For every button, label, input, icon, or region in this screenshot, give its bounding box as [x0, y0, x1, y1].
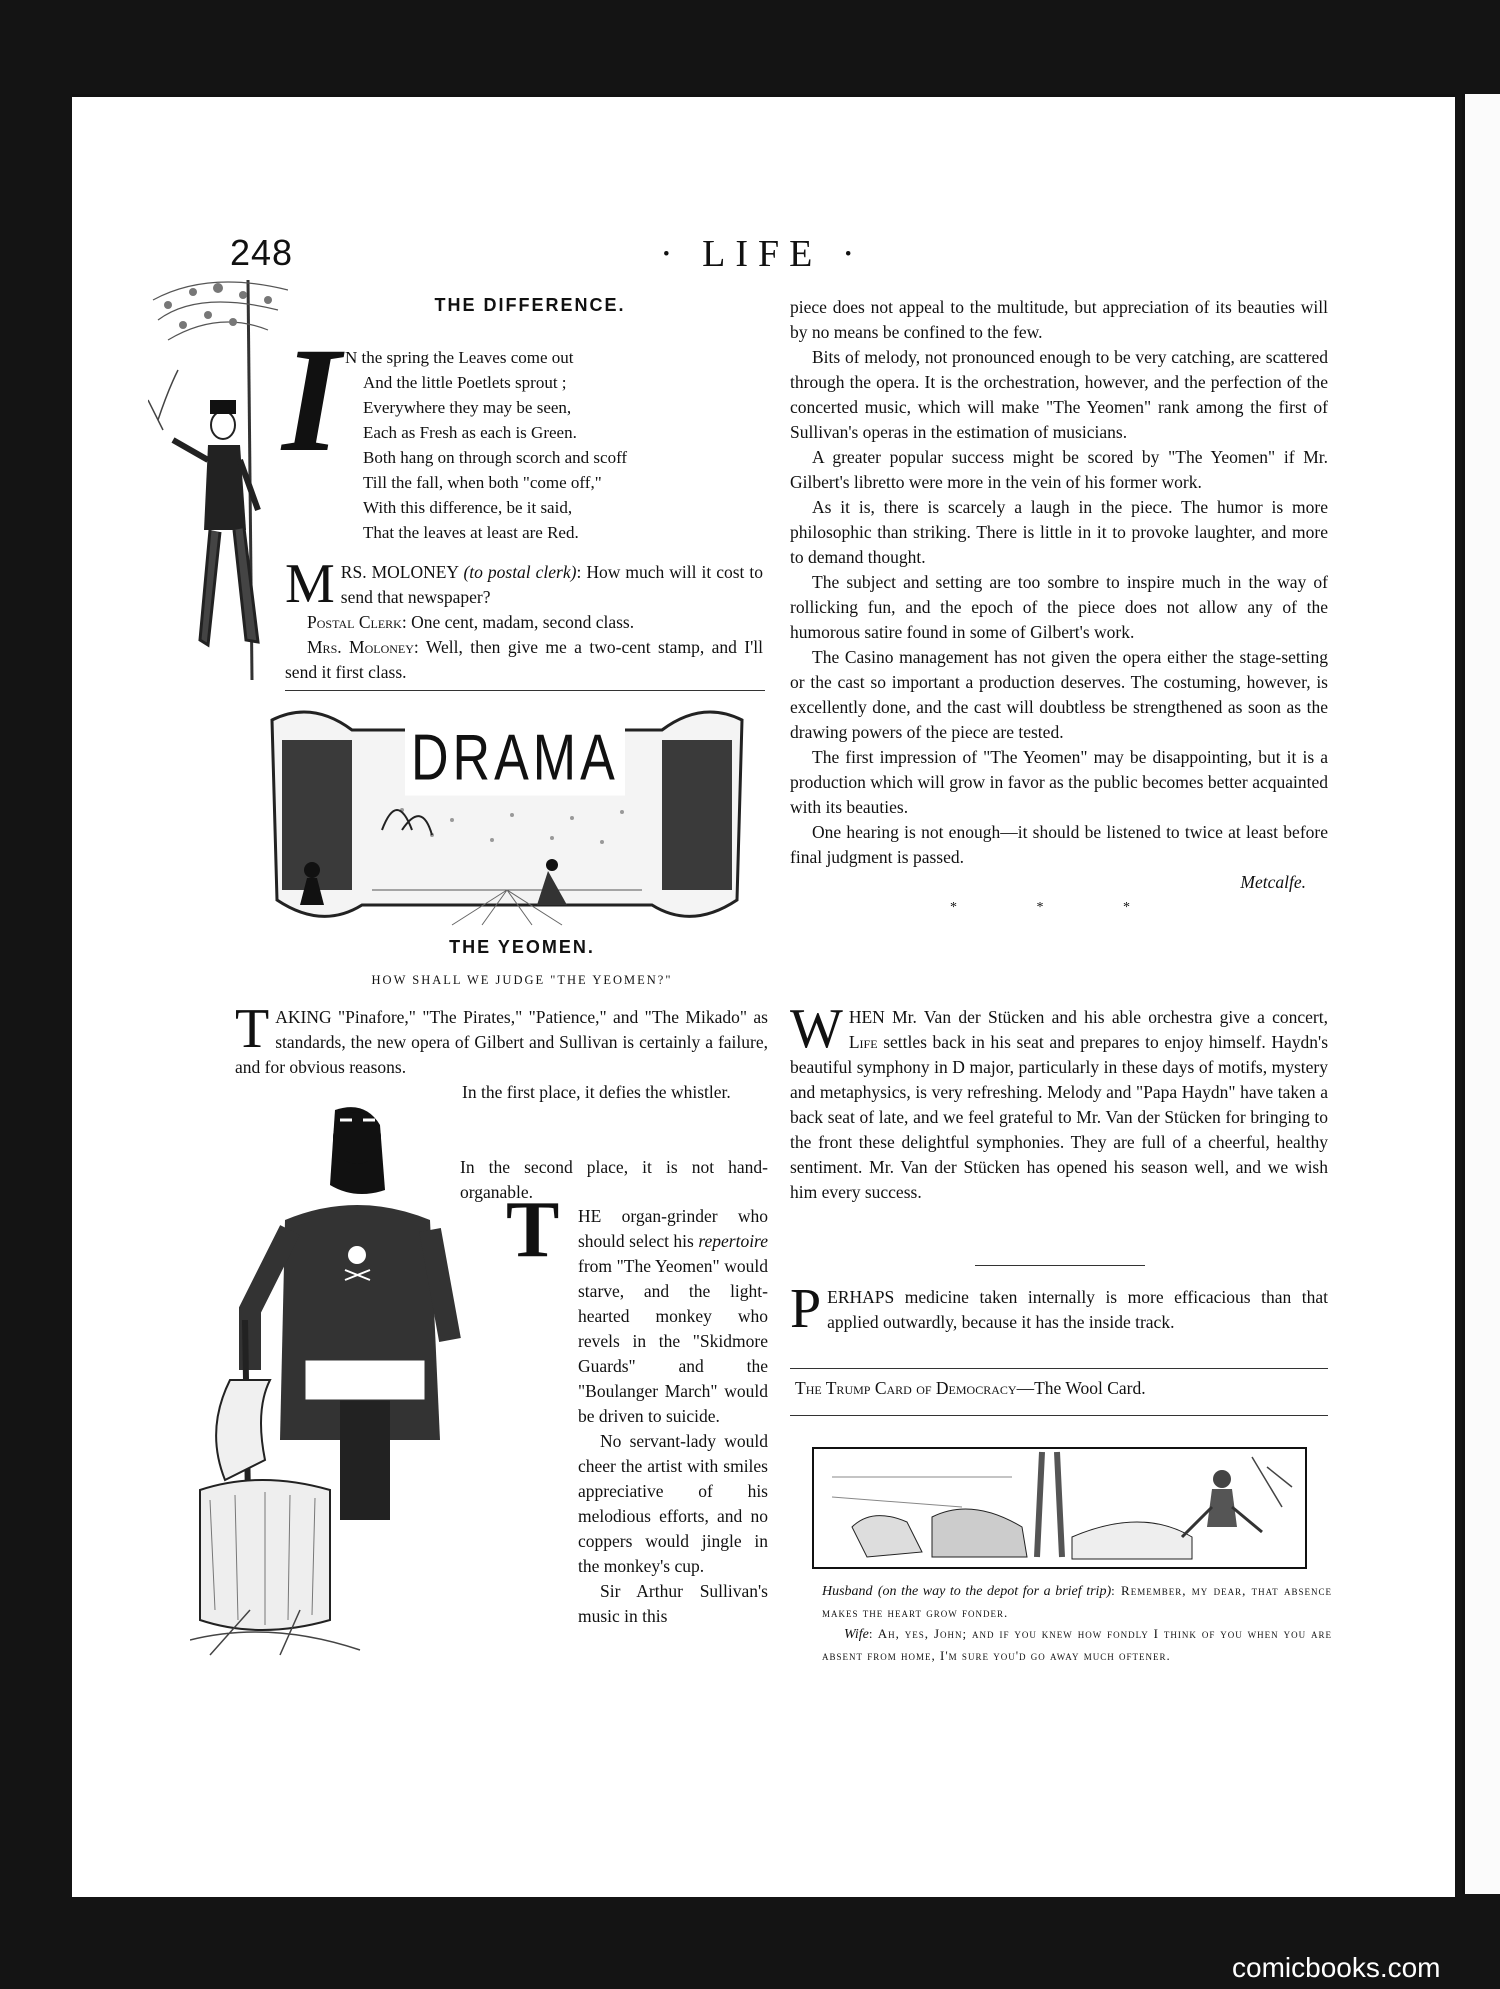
watermark: comicbooks.com [1232, 1952, 1441, 1983]
caption-wife-line: : Ah, yes, John; and if you knew how fondly I think of you when you are absent from home, I'm sure you'd go away much oftener. [822, 1626, 1332, 1663]
moloney-dialog [285, 553, 763, 685]
divider [790, 1368, 1328, 1369]
review-p4: As it is, there is scarcely a laugh in the piece. The humor is more philosophic than striking. There is little in it to provoke laughter, and more to demand thought. [790, 497, 1328, 567]
trump-card-line [795, 1376, 1333, 1401]
poem-line: With this difference, be it said, [363, 498, 573, 517]
yeomen-p6: Sir Arthur Sullivan's music in this [578, 1581, 768, 1626]
vanderstucken-text-a: HEN Mr. Van der Stücken and his able orchestra give a concert, [848, 1007, 1328, 1027]
vanderstucken-text-b: settles back in his seat and prepares to enjoy himself. Haydn's beautiful symphony in D major, particularly in these days of motifs, mystery and metaphysics, is very refreshing. Melody and "Papa Haydn" have taken a back seat of late, and we feel grateful to Mr. Van der Stücken for bringing to the front these delightful symphonies. They are full of a cheerful, healthy sentiment. Mr. Van der Stücken has opened his season well, and we wish him every success. [790, 1032, 1328, 1202]
poem-line: Each as Fresh as each is Green. [363, 423, 577, 442]
cartoon-illustration [812, 1447, 1307, 1569]
poem-line: That the leaves at least are Red. [363, 523, 579, 542]
yeomen-intro-text: AKING "Pinafore," "The Pirates," "Patience," and "The Mikado" as standards, the new opera of Gilbert and Sullivan is certainly a failure, and for obvious reasons. [235, 1007, 768, 1077]
moloney-line-2: : Well, then give me a two-cent stamp, and I'll send it first class. [285, 637, 763, 682]
yeomen-p4-em: repertoire [698, 1231, 768, 1251]
yeomen-organ-block [578, 1204, 768, 1629]
perhaps-text: ERHAPS medicine taken internally is more efficacious than that applied outwardly, because it has the inside track. [827, 1287, 1328, 1332]
review-p1: piece does not appeal to the multitude, but appreciation of its beauties will by no means be confined to the few. [790, 297, 1328, 342]
speaker-postal-clerk: Postal Clerk [307, 612, 402, 632]
section-stars: * * * [950, 900, 1168, 915]
review-p5: The subject and setting are too sombre to inspire much in the way of rollicking fun, and the epoch of the piece does not allow any of the humorous satire found in some of Gilbert's work. [790, 572, 1328, 642]
poem-line: Both hang on through scorch and scoff [363, 448, 628, 467]
review-p2: Bits of melody, not pronounced enough to be very catching, are scattered through the opera. It is the orchestration, however, and the perfection of the concerted music, which will make "The Yeomen" rank among the first of Sullivan's operas in the estimation of musicians. [790, 347, 1328, 442]
poem-line: N the spring the Leaves come out [345, 348, 574, 367]
life-name: Life [848, 1032, 878, 1052]
yeomen-col-text [440, 1080, 768, 1105]
vanderstucken-note [790, 998, 1328, 1205]
page-number: 248 [230, 232, 294, 273]
poem-line: And the little Poetlets sprout ; [363, 373, 567, 392]
yeomen-p4-a: HE organ-grinder who should select his [578, 1206, 768, 1251]
trump-tail: —The Wool Card. [1016, 1378, 1146, 1398]
review-p7: The first impression of "The Yeomen" may be disappointing, but it is a production which will grow in favor as the public becomes better acquainted with its beauties. [790, 747, 1328, 817]
poem-line: Till the fall, when both "come off," [363, 473, 602, 492]
caption-husband-aside: (on the way to the depot for a brief trip) [877, 1584, 1112, 1599]
review-p8: One hearing is not enough—it should be listened to twice at least before final judgment is passed. [790, 822, 1328, 867]
masthead: · LIFE · [660, 233, 865, 275]
perhaps-note [790, 1278, 1328, 1340]
yeomen-intro [235, 998, 768, 1080]
poem-line: Everywhere they may be seen, [363, 398, 572, 417]
yeomen-p4-b: from "The Yeomen" would starve, and the light-hearted monkey who revels in the "Skidmore Guards" and the "Boulanger March" would be driven to suicide. [578, 1256, 768, 1426]
dropcap-t-blood: T [506, 1186, 560, 1274]
caption-husband: Husband [822, 1584, 873, 1599]
clerk-line: : One cent, madam, second class. [401, 612, 635, 632]
cartoon-caption [822, 1580, 1332, 1666]
dropcap-w: W [790, 998, 843, 1060]
review-p6: The Casino management has not given the opera either the stage-setting or the cast so important a production deserves. The costuming, however, is excellently done, and the cast will doubtless be strengthened as soon as the drawing powers of the piece are tested. [790, 647, 1328, 742]
speaker-moloney: RS. MOLONEY [340, 562, 459, 582]
aside: (to postal clerk) [463, 562, 577, 582]
dropcap-p: P [790, 1278, 822, 1340]
poet-illustration [148, 270, 288, 690]
divider [285, 690, 765, 691]
drama-banner-title: DRAMA [405, 721, 625, 796]
caption-husband-line: : Remember, my dear, that absence makes the heart grow fonder. [822, 1583, 1332, 1620]
yeomen-p2: In the first place, it defies the whistler. [462, 1082, 731, 1102]
next-page-edge [1462, 94, 1500, 1894]
yeomen-review-continued [790, 295, 1328, 920]
divider [790, 1415, 1328, 1416]
speaker-moloney-2: Mrs. Moloney [307, 637, 414, 657]
difference-title: THE DIFFERENCE. [434, 295, 626, 315]
signature: Metcalfe. [1240, 872, 1306, 892]
trump-lead: The Trump Card of Democracy [795, 1378, 1017, 1398]
moloney-line-1: : How much will it cost to send that newspaper? [340, 562, 763, 607]
caption-wife: Wife [844, 1627, 869, 1642]
divider [975, 1265, 1145, 1266]
yeomen-p5: No servant-lady would cheer the artist with smiles appreciative of his melodious efforts, and no coppers would jingle in the monkey's cup. [578, 1431, 768, 1576]
difference-poem [345, 345, 765, 545]
dropcap-m: M [285, 553, 335, 615]
ornate-dropcap-i: I [282, 317, 341, 483]
yeomen-subtitle: HOW SHALL WE JUDGE "THE YEOMEN?" [371, 973, 673, 987]
review-p3: A greater popular success might be scored by "The Yeomen" if Mr. Gilbert's libretto were more in the vein of his former work. [790, 447, 1328, 492]
yeomen-title: THE YEOMEN. [449, 937, 595, 957]
dropcap-t: T [235, 998, 270, 1060]
yeomen-p3: In the second place, it is not hand-organable. [460, 1157, 768, 1202]
